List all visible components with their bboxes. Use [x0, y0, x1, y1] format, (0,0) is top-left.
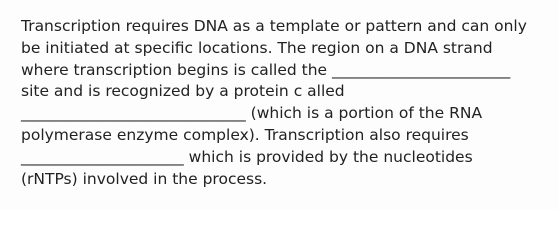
- question-line-1: Transcription requires DNA as a template or pattern and can only: [21, 17, 527, 35]
- question-line-6: polymerase enzyme complex). Transcription also requires: [21, 125, 469, 144]
- question-line-3: where transcription begins is called the _______________________: [21, 60, 511, 79]
- question-line-5: _____________________________ (which is a portion of the RNA: [21, 104, 483, 123]
- question-line-4: site and is recognized by a protein c alled: [21, 82, 345, 101]
- question-line-7: _____________________ which is provided by the nucleotides: [21, 147, 473, 166]
- question-line-2: be initiated at specific locations. The region on a DNA strand: [21, 38, 493, 57]
- question-text: [21, 16, 551, 190]
- question-line-8: (rNTPs) involved in the process.: [21, 169, 268, 188]
